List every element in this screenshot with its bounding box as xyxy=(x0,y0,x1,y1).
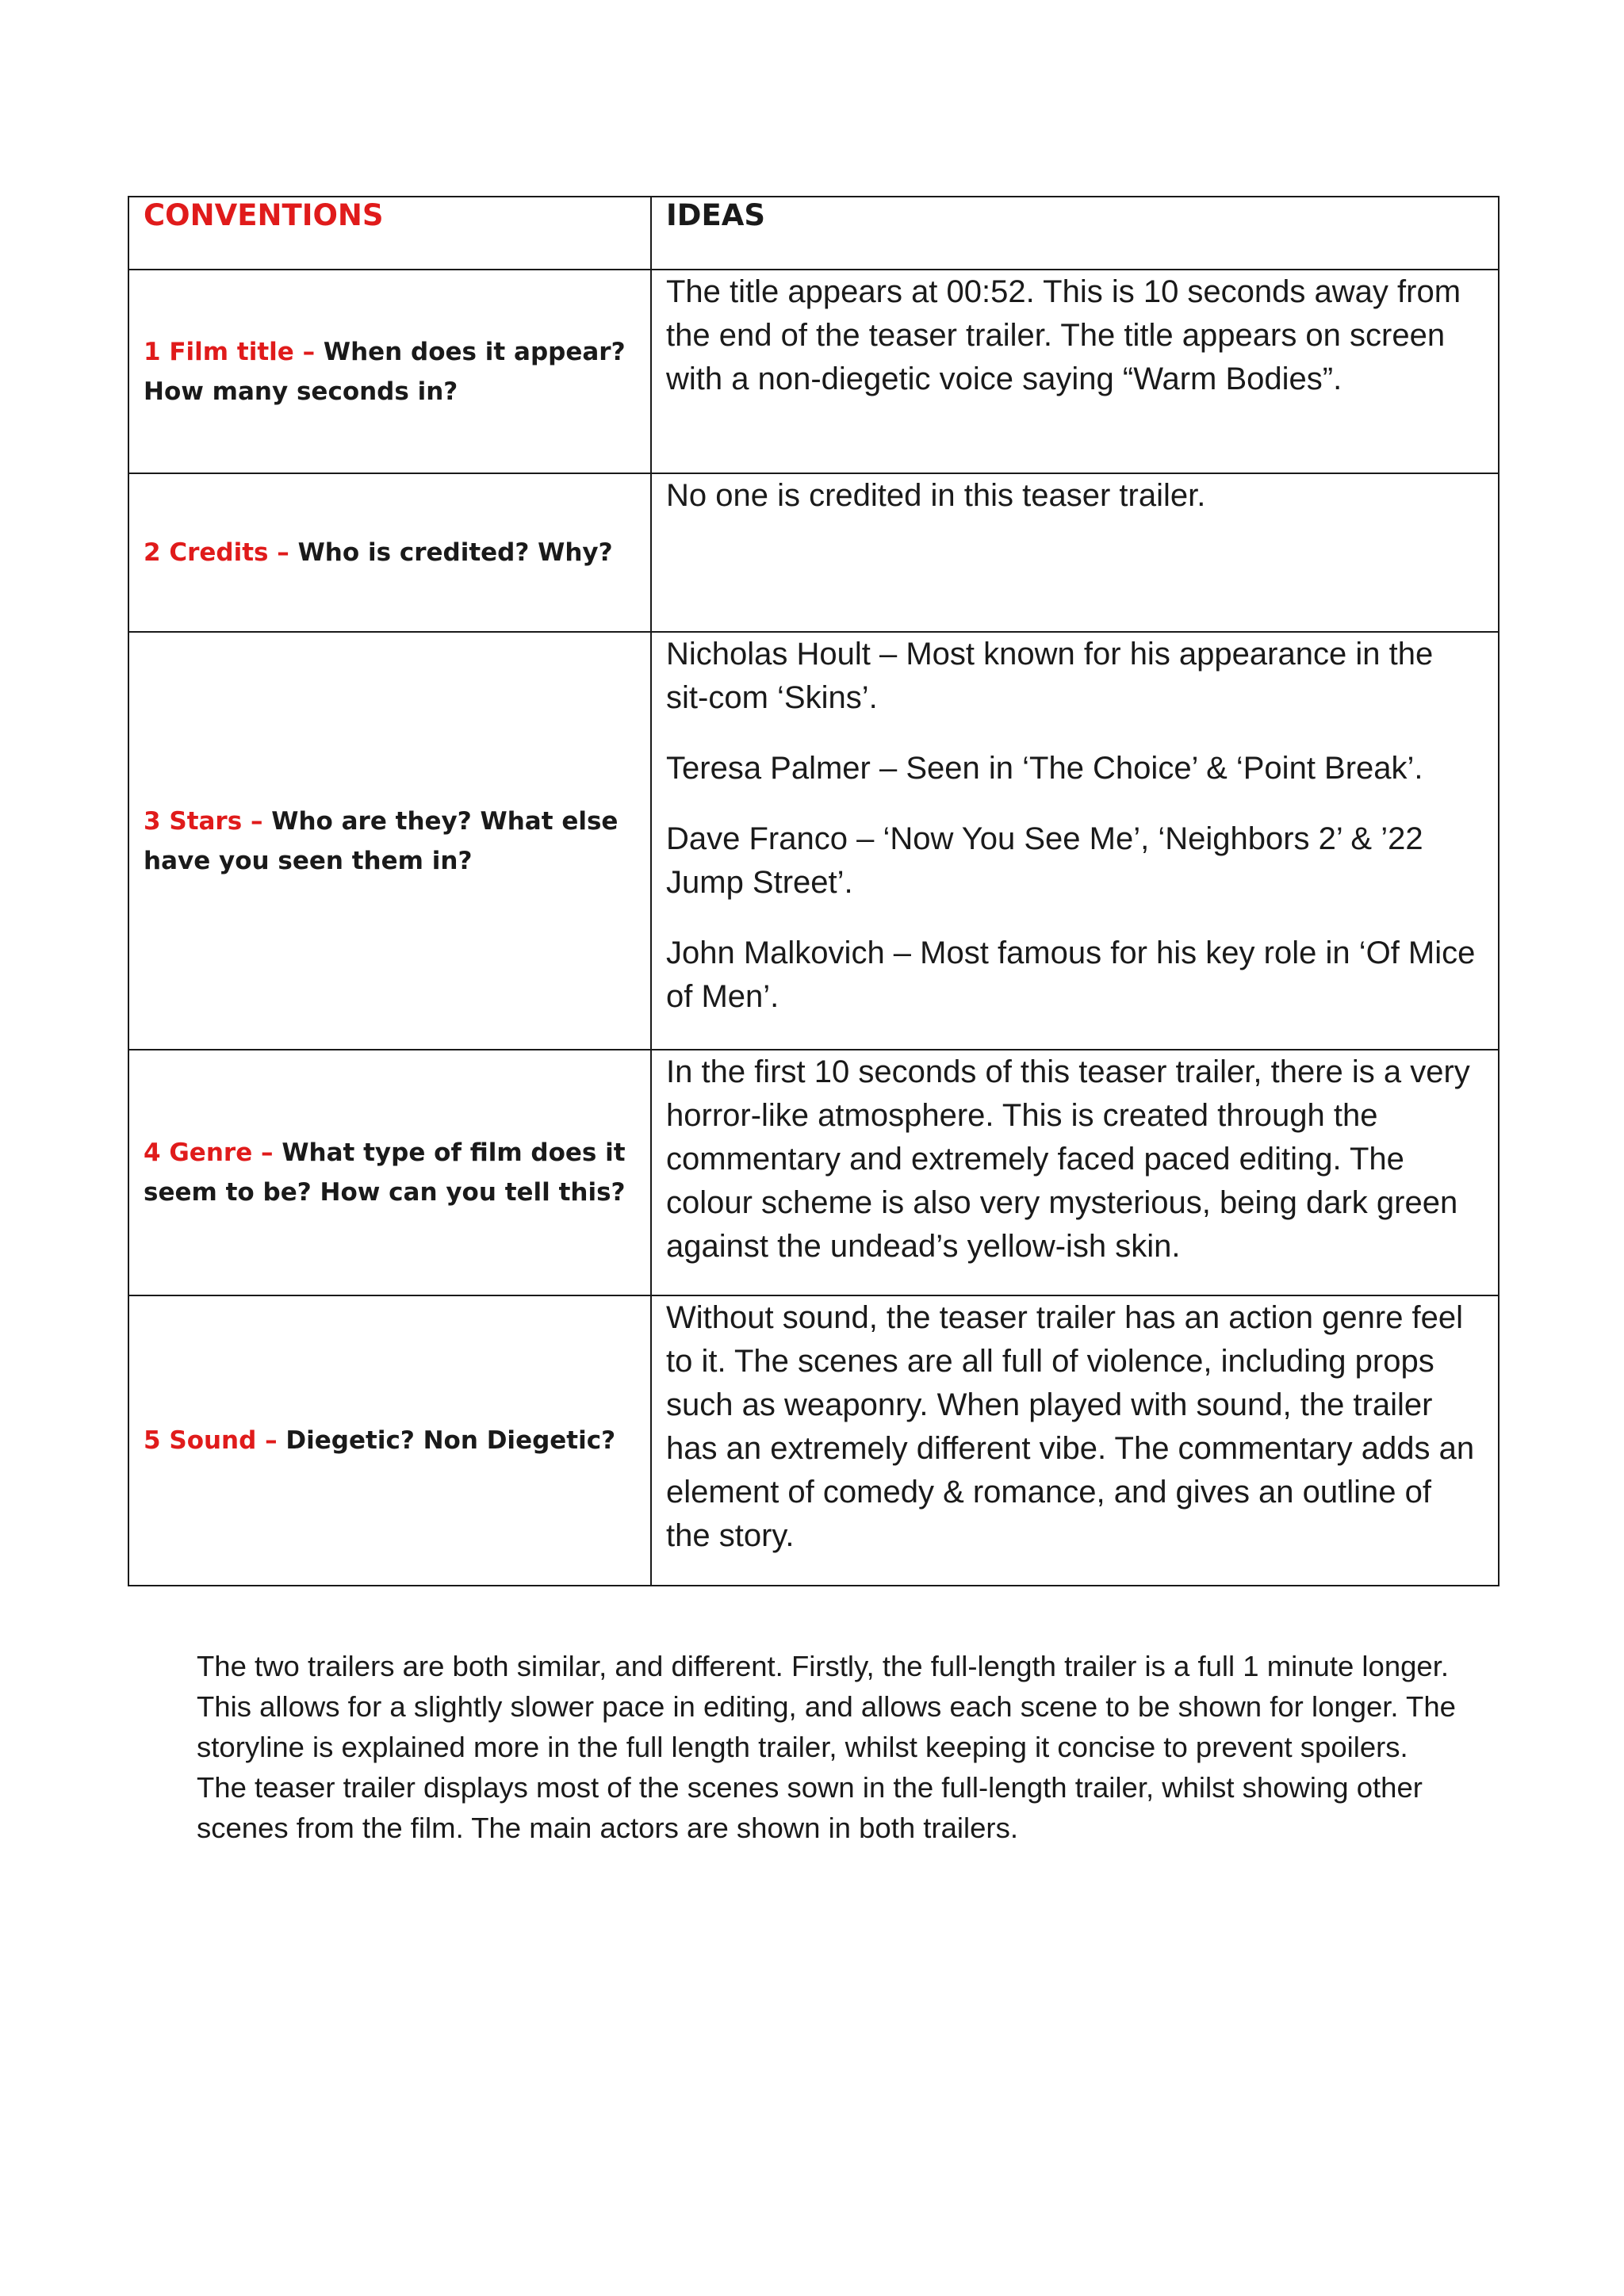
table-header-row xyxy=(128,197,1499,270)
ideas-cell xyxy=(651,270,1499,473)
table-row xyxy=(128,1050,1499,1295)
ideas-paragraph: Without sound, the teaser trailer has an action genre feel to it. The scenes are all full of violence, including props such as weaponry. When played with sound, the trailer has an extremely different vibe. The commentary adds an element of comedy & romance, and gives an outline of the story. xyxy=(666,1300,1475,1553)
convention-question: Who are they? What else have you seen them in? xyxy=(144,806,619,875)
ideas-paragraph: Nicholas Hoult – Most known for his appearance in the sit-com ‘Skins’. xyxy=(666,637,1434,715)
ideas-cell xyxy=(651,632,1499,1050)
convention-prefix: 2 Credits – xyxy=(144,538,298,567)
ideas-paragraph: John Malkovich – Most famous for his key role in ‘Of Mice of Men’. xyxy=(666,936,1476,1014)
ideas-cell xyxy=(651,1295,1499,1586)
summary-paragraph: The two trailers are both similar, and different. Firstly, the full-length trailer is a full 1 minute longer. This allows for a slightly slower pace in editing, and allows each scene to be shown for longer. The storyline is explained more in the full length trailer, whilst keeping it concise to prevent spoilers. The teaser trailer displays most of the scenes sown in the full-length trailer, whilst showing other scenes from the film. The main actors are shown in both trailers. xyxy=(197,1650,1456,1844)
convention-prefix: 4 Genre – xyxy=(144,1138,282,1167)
ideas-paragraph: The title appears at 00:52. This is 10 seconds away from the end of the teaser trailer. The title appears on screen with a non-diegetic voice saying “Warm Bodies”. xyxy=(666,274,1461,396)
header-ideas: IDEAS xyxy=(651,197,1499,270)
table-row xyxy=(128,632,1499,1050)
convention-question: When does it appear? How many seconds in? xyxy=(144,337,626,406)
ideas-paragraph: Dave Franco – ‘Now You See Me’, ‘Neighbors 2’ & ’22 Jump Street’. xyxy=(666,821,1423,900)
convention-prefix: 1 Film title – xyxy=(144,337,324,366)
convention-question: Who is credited? Why? xyxy=(297,538,613,567)
convention-prefix: 3 Stars – xyxy=(144,806,272,836)
header-conventions: CONVENTIONS xyxy=(128,197,651,270)
convention-question: Diegetic? Non Diegetic? xyxy=(285,1426,616,1455)
table-row xyxy=(128,270,1499,473)
conventions-table xyxy=(128,196,1500,1586)
ideas-paragraph: Teresa Palmer – Seen in ‘The Choice’ & ‘Point Break’. xyxy=(666,751,1423,786)
table-row xyxy=(128,473,1499,632)
convention-label xyxy=(128,632,651,1050)
table-row xyxy=(128,1295,1499,1586)
convention-label xyxy=(128,473,651,632)
convention-label xyxy=(128,1050,651,1295)
convention-question: What type of film does it seem to be? How can you tell this? xyxy=(144,1138,626,1207)
ideas-cell xyxy=(651,1050,1499,1295)
convention-label xyxy=(128,1295,651,1586)
convention-prefix: 5 Sound – xyxy=(144,1426,286,1455)
convention-label xyxy=(128,270,651,473)
ideas-paragraph: No one is credited in this teaser trailer. xyxy=(666,478,1206,513)
ideas-paragraph: In the first 10 seconds of this teaser trailer, there is a very horror-like atmosphere. This is created through the commentary and extremely faced paced editing. The colour scheme is also very mysterious, being dark green against the undead’s yellow-ish skin. xyxy=(666,1054,1470,1264)
ideas-cell xyxy=(651,473,1499,632)
